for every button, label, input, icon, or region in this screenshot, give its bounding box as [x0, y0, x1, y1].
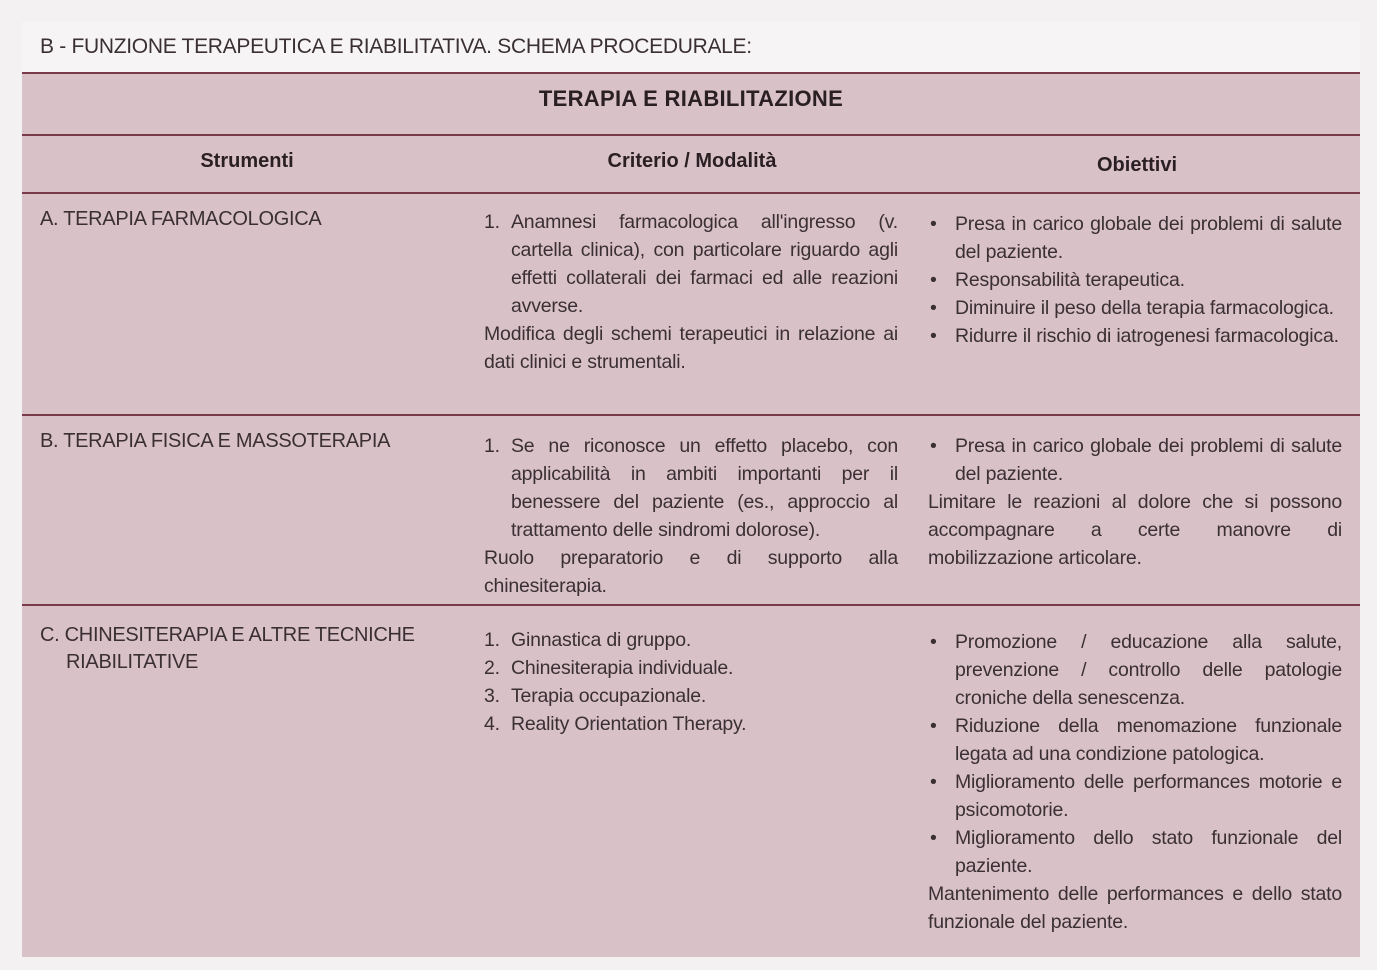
objective-item: • Miglioramento dello stato funzionale del paziente. [930, 827, 1342, 877]
item-text: Anamnesi farmacologica all'ingresso (v. cartella clinica), con particolare riguardo agli effetti collaterali dei farmaci ed alle reazioni avverse. [511, 211, 898, 317]
criteria-item [484, 710, 898, 738]
tool-cell-b [40, 428, 470, 455]
criteria-item [484, 654, 898, 682]
objective-item: • Miglioramento delle performances motorie e psicomotorie. [930, 771, 1342, 821]
objectives-note: Limitare le reazioni al dolore che si possono accompagnare a certe manovre di mobilizzazione articolare. [928, 491, 1342, 569]
criteria-item [484, 432, 898, 544]
tool-label: A. TERAPIA FARMACOLOGICA [40, 208, 322, 230]
item-number: 4. [484, 713, 500, 735]
item-text: Se ne riconosce un effetto placebo, con applicabilità in ambiti importanti per il benessere del paziente (es., approccio al trattamento delle sindromi dolorose). [511, 435, 898, 541]
objective-item: • Presa in carico globale dei problemi di salute del paziente. [930, 213, 1342, 263]
row-divider [22, 414, 1360, 416]
item-number: 3. [484, 685, 500, 707]
item-number: 1. [484, 629, 500, 651]
column-header-obiettivi: Obiettivi [1096, 154, 1177, 176]
heading-strip [22, 22, 1360, 74]
item-text: Terapia occupazionale. [511, 685, 707, 707]
item-number: 1. [484, 435, 500, 457]
objective-text: Miglioramento delle performances motorie e psicomotorie. [955, 771, 1342, 821]
objective-text: Presa in carico globale dei problemi di salute del paziente. [955, 213, 1342, 263]
objective-text: Miglioramento dello stato funzionale del paziente. [955, 827, 1342, 877]
criteria-item [484, 626, 898, 654]
criteria-item [484, 208, 898, 320]
row-divider [22, 604, 1360, 606]
criteria-note: Modifica degli schemi terapeutici in relazione ai dati clinici e strumentali. [484, 323, 898, 373]
column-header-criterio: Criterio / Modalità [607, 150, 777, 172]
column-header-strumenti: Strumenti [200, 150, 294, 172]
item-text: Reality Orientation Therapy. [511, 713, 747, 735]
objective-item: • Promozione / educazione alla salute, prevenzione / controllo delle patologie croniche della senescenza. [930, 631, 1342, 709]
objectives-note: Mantenimento delle performances e dello stato funzionale del paziente. [928, 883, 1342, 933]
tool-cell-c [40, 622, 470, 676]
criteria-cell-a [484, 208, 898, 376]
item-text: Ginnastica di gruppo. [511, 629, 692, 651]
page-heading: B - FUNZIONE TERAPEUTICA E RIABILITATIVA. SCHEMA PROCEDURALE: [40, 35, 752, 58]
objective-text: Responsabilità terapeutica. [955, 269, 1185, 291]
table-title: TERAPIA E RIABILITAZIONE [538, 86, 844, 111]
item-number: 1. [484, 211, 500, 233]
objectives-cell-c [928, 628, 1342, 936]
criteria-note: Ruolo preparatorio e di supporto alla chinesiterapia. [484, 547, 898, 597]
objective-item: • Presa in carico globale dei problemi di salute del paziente. [930, 435, 1342, 485]
objective-text: Ridurre il rischio di iatrogenesi farmacologica. [955, 325, 1339, 347]
tool-label: C. CHINESITERAPIA E ALTRE TECNICHE [40, 624, 415, 646]
criteria-item [484, 682, 898, 710]
tool-label: B. TERAPIA FISICA E MASSOTERAPIA [40, 430, 391, 452]
objective-text: Presa in carico globale dei problemi di salute del paziente. [955, 435, 1342, 485]
objective-item: • Diminuire il peso della terapia farmacologica. [930, 297, 1334, 319]
objective-item: • Riduzione della menomazione funzionale legata ad una condizione patologica. [930, 715, 1342, 765]
objective-item: • Responsabilità terapeutica. [930, 269, 1185, 291]
objective-text: Riduzione della menomazione funzionale legata ad una condizione patologica. [955, 715, 1342, 765]
objectives-cell-a [928, 210, 1342, 350]
tool-cell-a [40, 206, 470, 233]
item-text: Chinesiterapia individuale. [511, 657, 734, 679]
table-sheet [22, 22, 1360, 957]
table-title-band [22, 74, 1360, 136]
objective-text: Promozione / educazione alla salute, prevenzione / controllo delle patologie croniche della senescenza. [955, 631, 1342, 709]
objectives-cell-b [928, 432, 1342, 572]
header-divider [22, 192, 1360, 194]
criteria-cell-c [484, 626, 898, 738]
tool-label-continued: RIABILITATIVE [66, 651, 199, 673]
item-number: 2. [484, 657, 500, 679]
objective-item: • Ridurre il rischio di iatrogenesi farmacologica. [930, 325, 1339, 347]
objective-text: Diminuire il peso della terapia farmacologica. [955, 297, 1334, 319]
criteria-cell-b [484, 432, 898, 600]
